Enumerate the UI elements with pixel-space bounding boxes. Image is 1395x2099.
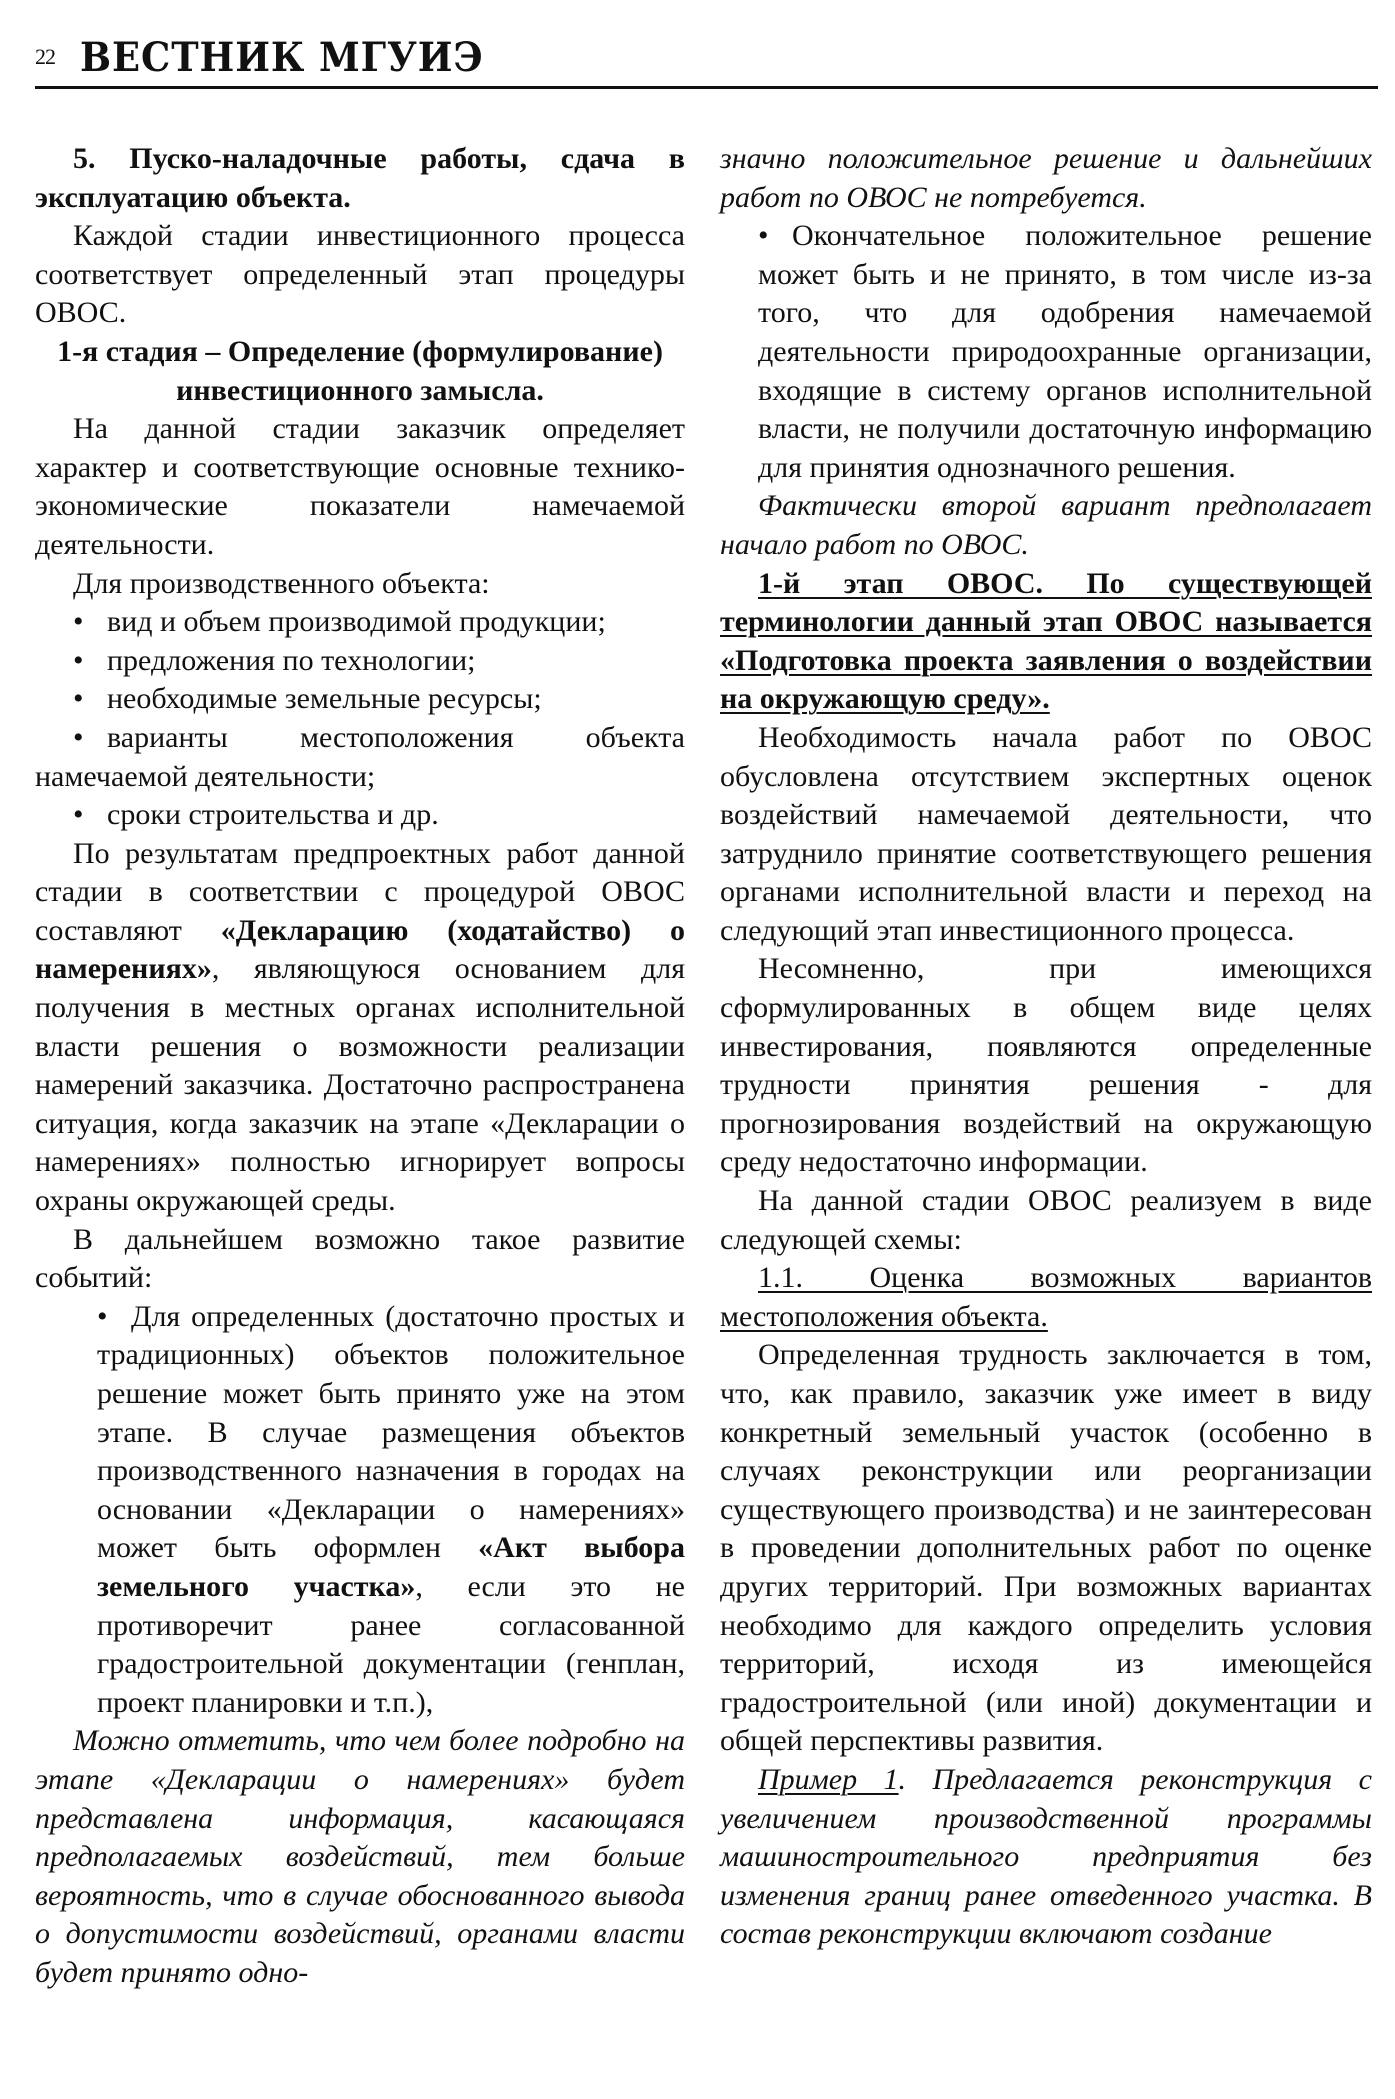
paragraph: На данной стадии ОВОС реализуем в виде следующей схемы: <box>720 1184 1372 1256</box>
stage-1-ovos-heading: 1-й этап ОВОС. По существующей терминологии данный этап ОВОС называется «Подготовка проекта заявления о воздействии на окружающую среду». <box>720 566 1372 716</box>
italic-note: Можно отметить, что чем более подробно на этапе «Декларации о намерениях» будет представлена информация, касающаяся предполагаемых воздействий, тем больше вероятность, что в случае обоснованного вывода о допустимости воздействий, органами власти будет принято одно- <box>35 1724 685 1989</box>
land-act-term: «Акт выбора земельного участка» <box>97 1531 685 1603</box>
paragraph: По результатам предпроектных работ данной стадии в соответствии с процедурой ОВОС составляют «Декларацию (ходатайство) о намерениях», являющуюся основанием для получения в местных органах исполнительной власти решения о возможности реализации намерений заказчика. Достаточно распространена ситуация, когда заказчик на этапе «Декларации о намерениях» полностью игнорирует вопросы охраны окружающей среды. <box>35 836 685 1218</box>
list-item: • необходимые земельные ресурсы; <box>35 680 685 719</box>
paragraph: Несомненно, при имеющихся сформулированных в общем виде целях инвестирования, появляются определенные трудности принятия решения - для прогнозирования воздействий на окружающую среду недостаточно информации. <box>720 952 1372 1179</box>
paragraph: Определенная трудность заключается в том, что, как правило, заказчик уже имеет в виду конкретный земельный участок (особенно в случаях реконструкции или реорганизации существующего производства) и не заинтересован в проведении дополнительных работ по оценке других территорий. При возможных вариантах необходимо для каждого определить условия территорий, исходя из имеющейся градостроительной (или иной) документации и общей перспективы развития. <box>720 1338 1372 1758</box>
bullet-icon: • <box>758 219 769 253</box>
section-5-heading: 5. Пуско-наладочные работы, сдача в эксплуатацию объекта. <box>35 142 685 214</box>
left-column <box>35 140 685 1993</box>
journal-title: ВЕСТНИК МГУИЭ <box>80 34 484 81</box>
bullet-icon: • <box>73 720 84 754</box>
subheading-1-1: 1.1. Оценка возможных вариантов местоположения объекта. <box>720 1261 1372 1333</box>
bullet-icon: • <box>73 798 84 832</box>
list-item: • варианты местоположения объекта намечаемой деятельности; <box>35 720 685 793</box>
list-item: • предложения по технологии; <box>35 642 685 681</box>
page-header <box>35 30 1378 89</box>
list-item: • Окончательное положительное решение может быть и не принято, в том числе из-за того, что для одобрения намечаемой деятельности природоохранные организации, входящие в систему органов исполнительной власти, не получили достаточную информацию для принятия однозначного решения. <box>758 219 1372 484</box>
stage-1-heading: 1-я стадия – Определение (формулирование) инвестиционного замысла. <box>57 334 663 407</box>
list-item: • вид и объем производимой продукции; <box>35 603 685 642</box>
page-number: 22 <box>35 44 55 69</box>
bullet-icon: • <box>73 682 84 716</box>
bullet-icon: • <box>73 605 84 639</box>
declaration-term: «Декларацию (ходатайство) о намерениях» <box>35 913 685 986</box>
list-item: • сроки строительства и др. <box>35 796 685 835</box>
paragraph: Необходимость начала работ по ОВОС обусловлена отсутствием экспертных оценок воздействий намечаемой деятельности, что затруднило принятие соответствующего решения органами исполнительной власти и переход на следующий этап инвестиционного процесса. <box>720 720 1372 947</box>
right-column <box>720 140 1372 1954</box>
example-label: Пример 1 <box>758 1762 899 1796</box>
italic-note: Фактически второй вариант предполагает начало работ по ОВОС. <box>720 489 1372 561</box>
paragraph: В дальнейшем возможно такое развитие событий: <box>35 1222 685 1295</box>
bullet-icon: • <box>97 1299 108 1333</box>
paragraph: На данной стадии заказчик определяет характер и соответствующие основные технико-экономические показатели намечаемой деятельности. <box>35 412 685 561</box>
bullet-icon: • <box>73 643 84 677</box>
example-paragraph: Пример 1. Предлагается реконструкция с увеличением производственной программы машиностроительного предприятия без изменения границ ранее отведенного участка. В состав реконструкции включают создание <box>720 1762 1372 1951</box>
paragraph: Для производственного объекта: <box>73 566 490 600</box>
paragraph: Каждой стадии инвестиционного процесса соответствует определенный этап процедуры ОВОС. <box>35 219 685 330</box>
italic-note-continued: значно положительное решение и дальнейших работ по ОВОС не потребуется. <box>720 142 1372 214</box>
list-item: • Для определенных (достаточно простых и традиционных) объектов положительное решение может быть принято уже на этом этапе. В случае размещения объектов производственного назначения в городах на основании «Декларации о намерениях» может быть оформлен «Акт выбора земельного участка», если это не противоречит ранее согласованной градостроительной документации (генплан, проект планировки и т.п.), <box>97 1299 685 1719</box>
